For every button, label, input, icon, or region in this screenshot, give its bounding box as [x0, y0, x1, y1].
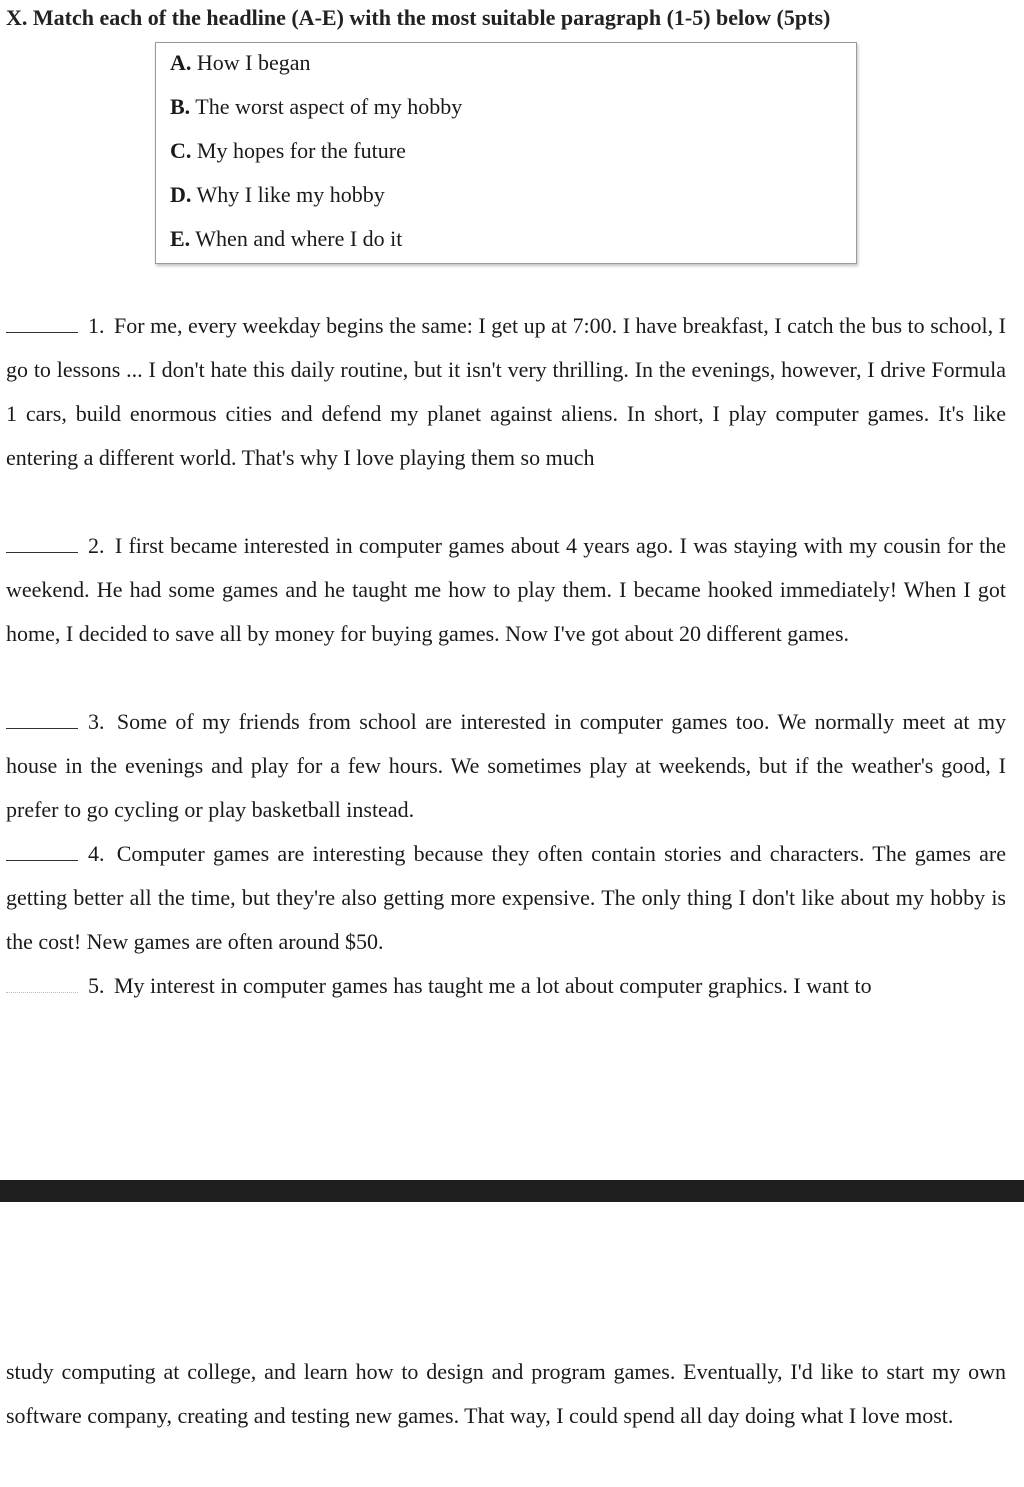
paragraph-text: For me, every weekday begins the same: I get up at 7:00. I have breakfast, I catch the bus to school, I go to lessons ... I don't hate this daily routine, but it isn't very thrilling. In the evenings, however, I drive Formula 1 cars, build enormous cities and defend my planet against aliens. In short, I play computer games. It's like entering a different world. That's why I love playing them so much: [6, 313, 1006, 470]
paragraph-text: My interest in computer games has taught me a lot about computer graphics. I want to: [114, 973, 872, 998]
answer-blank-3[interactable]: [6, 710, 78, 729]
headline-text: When and where I do it: [195, 226, 403, 251]
headline-text: My hopes for the future: [196, 138, 406, 163]
headline-e: [170, 225, 402, 253]
paragraph-4: [6, 832, 1006, 964]
paragraph-number: 1.: [88, 313, 105, 338]
paragraph-2: [6, 524, 1006, 656]
paragraph-5-continuation: study computing at college, and learn how to design and program games. Eventually, I'd like to start my own software company, creating and testing new games. That way, I could spend all day doing what I love most.: [6, 1359, 1006, 1428]
headline-a: [170, 49, 311, 77]
paragraph-1: [6, 304, 1006, 480]
headline-d: [170, 181, 385, 209]
headline-b: [170, 93, 462, 121]
answer-blank-1[interactable]: [6, 314, 78, 333]
paragraph-5: [6, 964, 1006, 1008]
answer-blank-2[interactable]: [6, 534, 78, 553]
paragraph-text: I first became interested in computer games about 4 years ago. I was staying with my cousin for the weekend. He had some games and he taught me how to play them. I became hooked immediately! When I got home, I decided to save all by money for buying games. Now I've got about 20 different games.: [6, 533, 1006, 646]
paragraph-number: 5.: [88, 973, 105, 998]
headline-letter: E.: [170, 226, 191, 251]
headline-letter: A.: [170, 50, 192, 75]
headline-text: Why I like my hobby: [196, 182, 385, 207]
paragraph-number: 4.: [88, 841, 105, 866]
paragraph-text: Computer games are interesting because they often contain stories and characters. The games are getting better all the time, but they're also getting more expensive. The only thing I don't like about my hobby is the cost! New games are often around $50.: [6, 841, 1006, 954]
paragraph-number: 2.: [88, 533, 105, 558]
headlines-box: [155, 42, 857, 264]
paragraph-text: Some of my friends from school are interested in computer games too. We normally meet at my house in the evenings and play for a few hours. We sometimes play at weekends, but if the weather's good, I prefer to go cycling or play basketball instead.: [6, 709, 1006, 822]
exercise-heading: X. Match each of the headline (A-E) with the most suitable paragraph (1-5) below (5pts): [6, 5, 831, 30]
headline-text: How I began: [196, 50, 311, 75]
answer-blank-5[interactable]: [6, 974, 78, 993]
headline-letter: D.: [170, 182, 192, 207]
headline-letter: C.: [170, 138, 192, 163]
headline-text: The worst aspect of my hobby: [195, 94, 463, 119]
answer-blank-4[interactable]: [6, 842, 78, 861]
paragraph-number: 3.: [88, 709, 105, 734]
page-divider-bar: [0, 1180, 1024, 1202]
paragraph-3: [6, 700, 1006, 832]
headline-c: [170, 137, 406, 165]
headline-letter: B.: [170, 94, 191, 119]
